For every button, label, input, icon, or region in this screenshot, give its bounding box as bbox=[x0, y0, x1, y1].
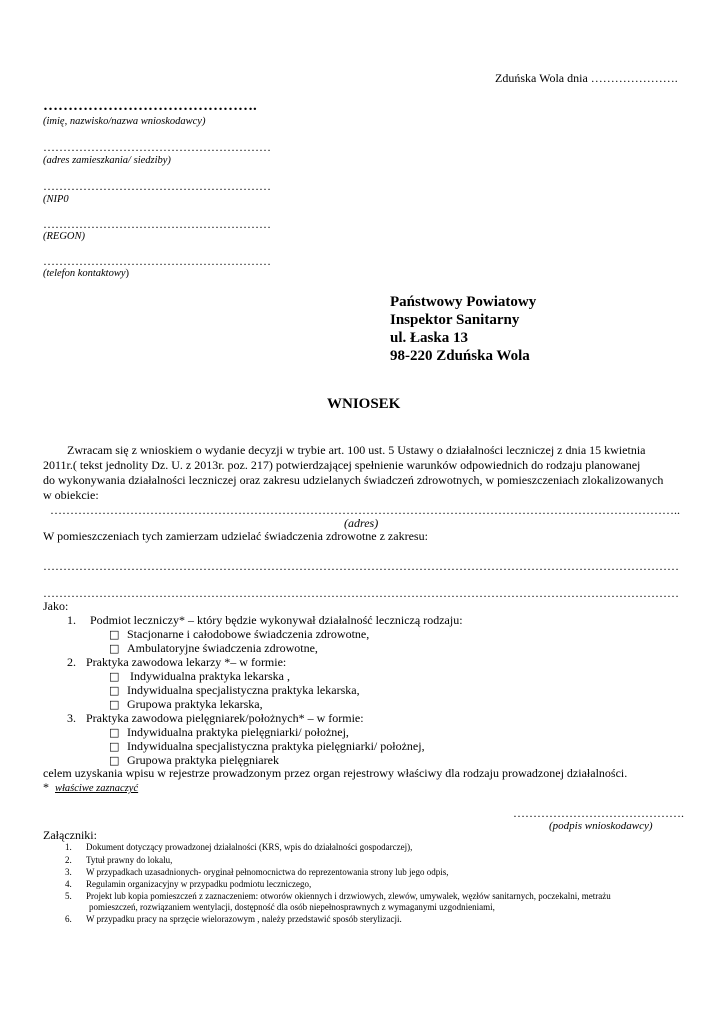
checkbox-icon[interactable]: □ bbox=[109, 684, 120, 697]
footnote bbox=[43, 780, 138, 795]
checkbox-icon[interactable]: □ bbox=[109, 698, 120, 711]
item1-text: Podmiot leczniczy* – który będzie wykonywał działalność leczniczą rodzaju: bbox=[90, 613, 463, 627]
checkbox-icon[interactable]: □ bbox=[109, 670, 120, 683]
scope-dots-1: …………………………………………………………………………………………………………………………………………… bbox=[43, 559, 679, 573]
attachment-num-6: 6. bbox=[65, 914, 72, 924]
item3-number: 3. bbox=[67, 711, 76, 725]
phone-dots: ………………………………………………… bbox=[43, 254, 271, 268]
attachment-1: Dokument dotyczący prowadzonej działalności (KRS, wpis do działalności gospodarczej), bbox=[86, 842, 413, 852]
recipient-line3: ul. Łaska 13 bbox=[390, 330, 468, 346]
option-label: Indywidualna praktyka lekarska , bbox=[127, 669, 290, 683]
recipient-block bbox=[390, 293, 536, 365]
attachment-6: W przypadku pracy na sprzęcie wielorazowym , należy przedstawić sposób sterylizacji. bbox=[86, 914, 402, 924]
item3-option2 bbox=[109, 739, 425, 754]
option-label: Indywidualna praktyka pielęgniarki/ położnej, bbox=[127, 725, 349, 739]
scope-dots-2: …………………………………………………………………………………………………………………………………………… bbox=[43, 586, 679, 600]
checkbox-icon[interactable]: □ bbox=[109, 726, 120, 739]
applicant-name-dots: ……………………………………. bbox=[43, 98, 257, 114]
para-line4: w obiekcie: bbox=[43, 488, 99, 502]
item2-text: Praktyka zawodowa lekarzy *– w formie: bbox=[86, 655, 287, 669]
nip-caption: (NIP0 bbox=[43, 194, 69, 205]
recipient-line2: Inspektor Sanitarny bbox=[390, 312, 520, 328]
applicant-name-caption: (imię, nazwisko/nazwa wnioskodawcy) bbox=[43, 116, 206, 127]
item2-option3 bbox=[109, 697, 263, 712]
attachment-5-line2: pomieszczeń, rozwiązaniem wentylacji, dostępność dla osób niepełnosprawnych z wymaganymi uzgodnieniami, bbox=[89, 902, 495, 912]
attachment-5-line1: Projekt lub kopia pomieszczeń z zaznaczeniem: otworów okiennych i drzwiowych, zlewów, umywalek, węzłów sanitarnych, poczekalni, metrażu bbox=[86, 891, 611, 901]
option-label: Grupowa praktyka lekarska, bbox=[127, 697, 263, 711]
place-date: Zduńska Wola dnia …………………. bbox=[495, 71, 678, 85]
item1-number: 1. bbox=[67, 613, 76, 627]
phone-caption-end: ) bbox=[125, 268, 130, 279]
attachment-3: W przypadkach uzasadnionych- oryginał pełnomocnictwa do reprezentowania strony lub jego odpis, bbox=[86, 867, 449, 877]
signature-dots: ……………………………………. bbox=[513, 806, 684, 820]
item2-number: 2. bbox=[67, 655, 76, 669]
regon-caption: (REGON) bbox=[43, 231, 85, 242]
attachment-num-2: 2. bbox=[65, 855, 72, 865]
attachment-num-4: 4. bbox=[65, 879, 72, 889]
attachment-num-1: 1. bbox=[65, 842, 72, 852]
item1-option2 bbox=[109, 641, 318, 656]
document-title: WNIOSEK bbox=[327, 396, 401, 412]
item3-option1 bbox=[109, 725, 349, 740]
checkbox-icon[interactable]: □ bbox=[109, 628, 120, 641]
attachment-2: Tytuł prawny do lokalu, bbox=[86, 855, 173, 865]
attachment-num-5: 5. bbox=[65, 891, 72, 901]
para-line1: Zwracam się z wnioskiem o wydanie decyzji w trybie art. 100 ust. 5 Ustawy o działalności leczniczej z dnia 15 kwietnia bbox=[67, 443, 646, 457]
footnote-star: * bbox=[43, 780, 49, 794]
option-label: Ambulatoryjne świadczenia zdrowotne, bbox=[127, 641, 318, 655]
para-line2: 2011r.( tekst jednolity Dz. U. z 2013r. poz. 217) potwierdzającej spełnienie warunków odpowiednich do rodzaju planowanej bbox=[43, 458, 641, 472]
scope-line: W pomieszczeniach tych zamierzam udzielać świadczenia zdrowotne z zakresu: bbox=[43, 529, 428, 543]
item3-text: Praktyka zawodowa pielęgniarek/położnych* – w formie: bbox=[86, 711, 364, 725]
signature-caption: (podpis wnioskodawcy) bbox=[549, 820, 653, 832]
option-label: Stacjonarne i całodobowe świadczenia zdrowotne, bbox=[127, 627, 370, 641]
footnote-text: właściwe zaznaczyć bbox=[55, 783, 139, 794]
phone-caption: (telefon kontaktowy bbox=[43, 268, 126, 279]
para-line3: do wykonywania działalności leczniczej oraz zakresu udzielanych świadczeń zdrowotnych, w pomieszczeniach zlokalizowanych bbox=[43, 473, 664, 487]
jako-label: Jako: bbox=[43, 599, 69, 613]
attachments-heading: Załączniki: bbox=[43, 828, 97, 842]
regon-dots: ………………………………………………… bbox=[43, 217, 271, 231]
adres-dots: ………………………………………………………………………………………………………………………………………….. bbox=[50, 503, 680, 517]
recipient-line4: 98-220 Zduńska Wola bbox=[390, 348, 530, 364]
attachment-4: Regulamin organizacyjny w przypadku podmiotu leczniczego, bbox=[86, 879, 312, 889]
item2-option2 bbox=[109, 683, 360, 698]
item2-option1 bbox=[109, 669, 290, 684]
address-caption: (adres zamieszkania/ siedziby) bbox=[43, 155, 171, 166]
checkbox-icon[interactable]: □ bbox=[109, 754, 120, 767]
nip-dots: ………………………………………………… bbox=[43, 179, 271, 193]
phone-caption-wrap bbox=[43, 268, 129, 279]
adres-caption: (adres) bbox=[344, 516, 379, 530]
checkbox-icon[interactable]: □ bbox=[109, 642, 120, 655]
option-label: Indywidualna specjalistyczna praktyka lekarska, bbox=[127, 683, 360, 697]
item1-option1 bbox=[109, 627, 369, 642]
attachment-num-3: 3. bbox=[65, 867, 72, 877]
recipient-line1: Państwowy Powiatowy bbox=[390, 294, 537, 310]
purpose-line: celem uzyskania wpisu w rejestrze prowadzonym przez organ rejestrowy właściwy dla rodzaju prowadzonej działalności. bbox=[43, 766, 628, 780]
address-dots: ………………………………………………… bbox=[43, 140, 271, 154]
option-label: Grupowa praktyka pielęgniarek bbox=[127, 753, 279, 767]
option-label: Indywidualna specjalistyczna praktyka pielęgniarki/ położnej, bbox=[127, 739, 425, 753]
checkbox-icon[interactable]: □ bbox=[109, 740, 120, 753]
